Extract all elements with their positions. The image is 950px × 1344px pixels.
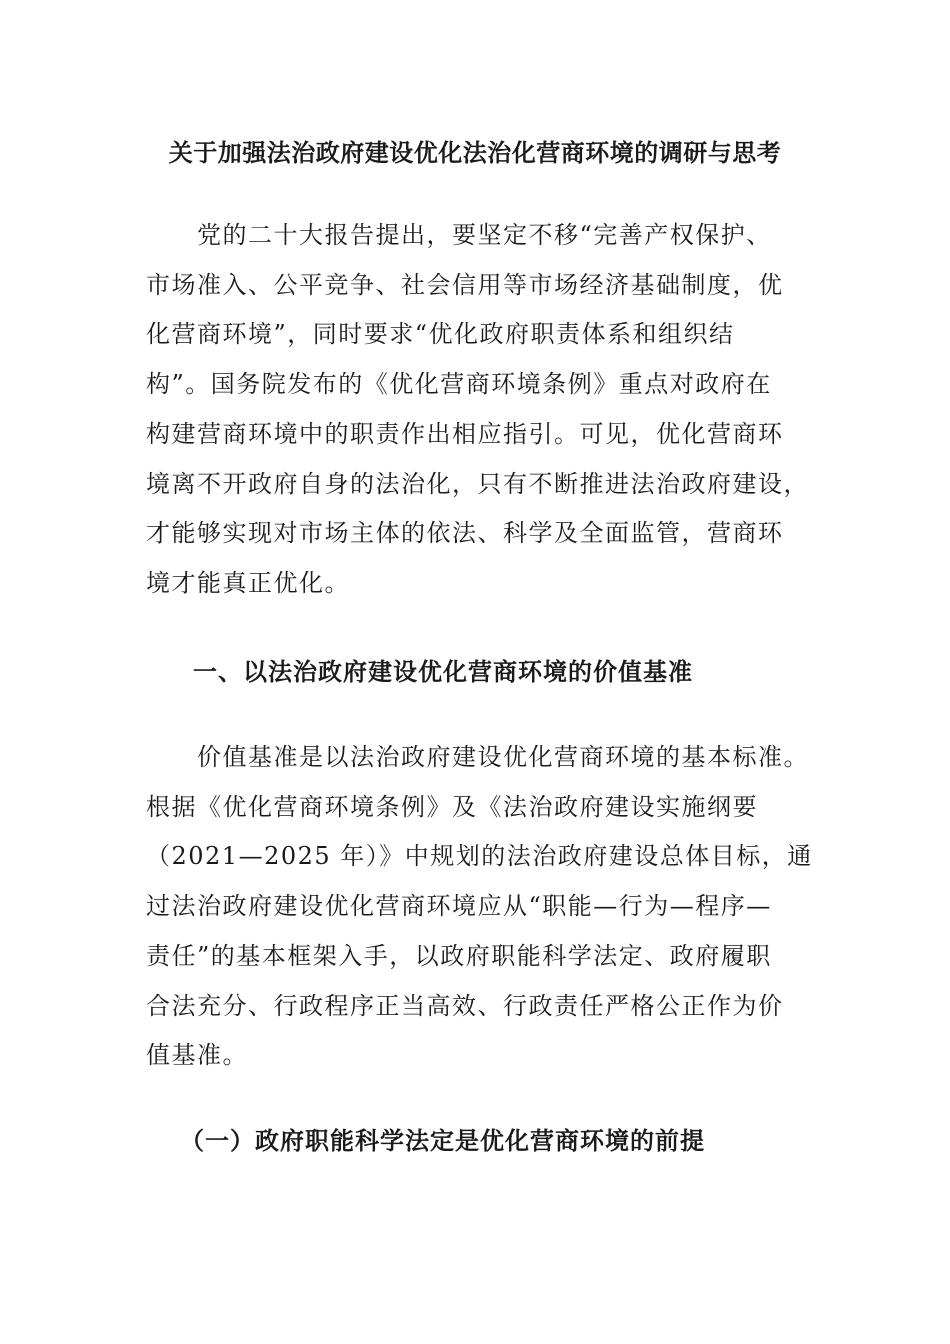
paragraph-line: 责任”的基本框架入手，以政府职能科学法定、政府履职 — [146, 941, 772, 970]
paragraph-line: 才能够实现对市场主体的依法、科学及全面监管，营商环 — [146, 519, 784, 548]
paragraph-line: 构”。国务院发布的《优化营商环境条例》重点对政府在 — [146, 370, 772, 399]
paragraph-line: 市场准入、公平竞争、社会信用等市场经济基础制度，优 — [146, 270, 784, 299]
subsection-heading: （一）政府职能科学法定是优化营商环境的前提 — [180, 1126, 705, 1155]
section1-paragraph — [146, 733, 813, 1081]
paragraph-line: 境离不开政府自身的法治化，只有不断推进法治政府建设， — [146, 469, 809, 498]
intro-paragraph — [146, 211, 809, 609]
section-heading: 一、以法治政府建设优化营商环境的价值基准 — [193, 657, 693, 686]
paragraph-line: 合法充分、行政程序正当高效、行政责任严格公正作为价 — [146, 991, 784, 1020]
document-title: 关于加强法治政府建设优化法治化营商环境的调研与思考 — [168, 138, 782, 167]
paragraph-line: 化营商环境”，同时要求“优化政府职责体系和组织结 — [146, 320, 735, 349]
paragraph-line: 构建营商环境中的职责作出相应指引。可见，优化营商环 — [146, 419, 784, 448]
paragraph-line: 价值基准是以法治政府建设优化营商环境的基本标准。 — [146, 743, 809, 771]
paragraph-line: （2021—2025 年）》中规划的法治政府建设总体目标，通 — [146, 842, 813, 871]
paragraph-line: 值基准。 — [146, 1041, 248, 1070]
paragraph-line: 过法治政府建设优化营商环境应从“职能—行为—程序— — [146, 892, 772, 921]
paragraph-line: 根据《优化营商环境条例》及《法治政府建设实施纲要 — [146, 792, 758, 821]
paragraph-line: 党的二十大报告提出，要坚定不移“完善产权保护、 — [146, 221, 772, 249]
paragraph-line: 境才能真正优化。 — [146, 568, 350, 597]
